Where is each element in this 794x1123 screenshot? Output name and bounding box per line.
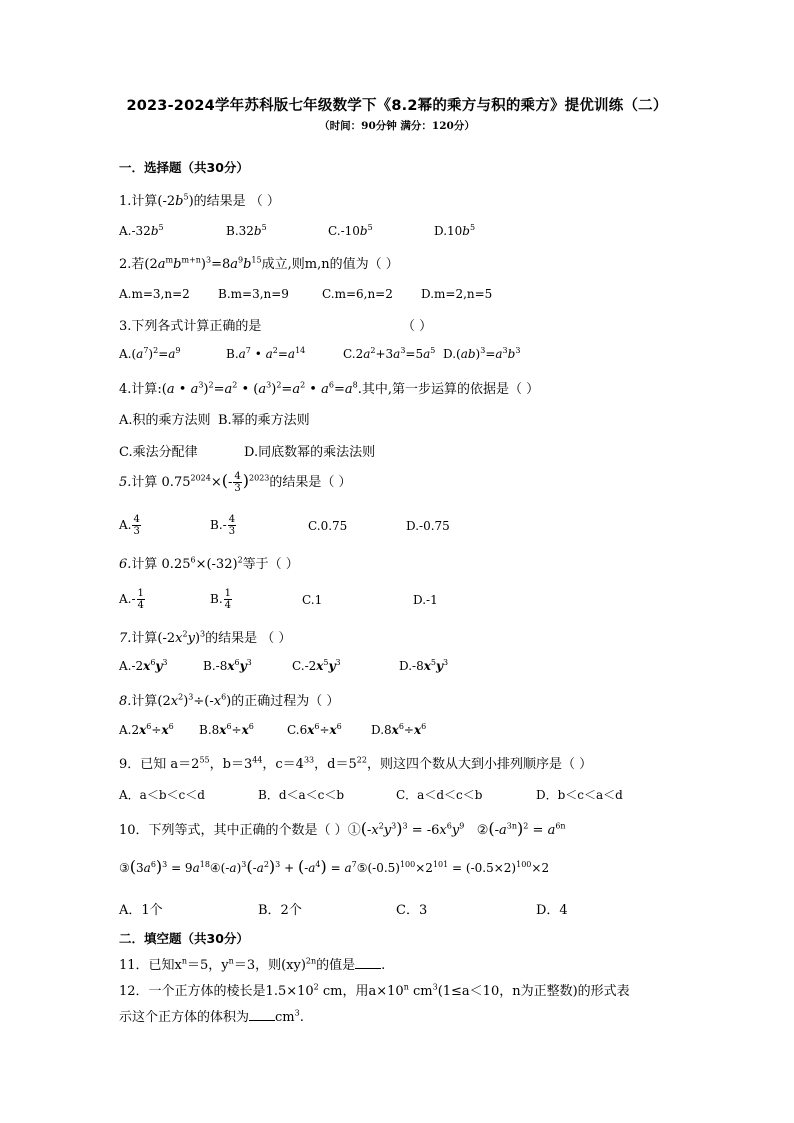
question-6: 6.计算 $0.25^6\times(-32)^2$等于（ ） xyxy=(119,555,299,572)
q8-option-d: $D.8x^6\div x^6$ xyxy=(371,722,427,737)
q5-option-b: B.- $\frac{4}{3}$ xyxy=(210,514,236,537)
question-5: 5.计算 $0.75^{2024}\times(-$ $\frac{4}{3}$ )$^{2023}$的结果是（ ） xyxy=(119,471,352,494)
question-10: 10．下列等式，其中正确的个数是（ ）$①(-x^2y^3)^3 = -6x^6y^9$ $②(-a^{3n})^2 = a^{6n}$ xyxy=(119,819,566,838)
q5-option-c: C.0.75 xyxy=(308,519,348,533)
question-8: 8.计算$(2x^2)^3\div(-x^6)$的正确过程为（ ） xyxy=(119,692,340,709)
q10-option-c: C．3 xyxy=(396,903,428,918)
q3-option-b: $B.a^7$ • $a^2=a^{14}$ xyxy=(226,346,306,361)
q7-option-c: $C.-2x^5y^3$ xyxy=(292,658,341,673)
page-subtitle: （时间：90分钟 满分：120分） xyxy=(319,120,475,132)
q9-option-d: D．b＜c＜a＜d xyxy=(536,788,623,802)
q4-option-d: D.同底数幂的乘法法则 xyxy=(244,445,376,460)
q6-option-c: C.1 xyxy=(302,593,323,607)
question-3: 3.下列各式计算正确的是 xyxy=(119,319,262,334)
q2-option-a: A.m=3,n=2 xyxy=(119,287,190,301)
q5-option-a: A. $\frac{4}{3}$ xyxy=(119,514,140,537)
q3-option-a: $A.(a^7)^2=a^9$ xyxy=(119,346,181,361)
q1-option-a: $A.-32b^5$ xyxy=(119,223,164,238)
question-7: 7.计算$(-2x^2y)^3$的结果是 （ ） xyxy=(119,629,292,646)
q10-option-b: B．2个 xyxy=(258,903,302,918)
q5-option-d: D.-0.75 xyxy=(406,519,450,533)
question-12-line-2: 示这个正方体的体积为 $cm^3$. xyxy=(119,1008,304,1025)
q1-option-b: $B.32b^5$ xyxy=(226,223,267,238)
q4-option-c: C.乘法分配律 xyxy=(119,445,198,460)
question-9: 9．已知 $a=2^{55}$，$b=3^{44}$，$c=4^{33}$，$d=5^{22}$，则这四个数从大到小排列顺序是（ ） xyxy=(119,755,593,772)
q9-option-c: C．a＜d＜c＜b xyxy=(396,788,483,802)
q2-option-b: B.m=3,n=9 xyxy=(218,287,289,301)
q6-option-d: D.-1 xyxy=(413,593,438,607)
question-3-paren: （ ） xyxy=(402,319,433,334)
q7-option-a: $A.-2x^6y^3$ xyxy=(119,658,168,673)
q8-option-a: $A.2x^6\div x^6$ xyxy=(119,722,174,737)
section-fill-heading: 二．填空题（共30分） xyxy=(119,931,249,946)
q8-option-b: $B.8x^6\div x^6$ xyxy=(199,722,254,737)
q4-option-b: B.幂的乘方法则 xyxy=(218,413,310,428)
q1-option-c: $C.-10b^5$ xyxy=(328,223,373,238)
q3-option-d: $D.(ab)^3=a^3b^3$ xyxy=(443,346,521,361)
question-1: 1.计算$(-2b^5)$的结果是 （ ） xyxy=(119,192,280,209)
q4-option-a: A.积的乘方法则 xyxy=(119,413,211,428)
q2-option-d: D.m=2,n=5 xyxy=(421,287,493,301)
q10-option-d: D．4 xyxy=(536,903,568,918)
q9-option-a: A．a＜b＜c＜d xyxy=(119,788,205,802)
page-title: 2023-2024学年苏科版七年级数学下《8.2幂的乘方与积的乘方》提优训练（二） xyxy=(126,98,668,114)
q1-option-d: $D.10b^5$ xyxy=(434,223,476,238)
q2-option-c: C.m=6,n=2 xyxy=(322,287,393,301)
q6-option-a: A.- $\frac{1}{4}$ xyxy=(119,588,144,611)
q3-option-c: $C.2a^2+3a^3=5a^5$ xyxy=(343,346,436,361)
q7-option-d: $D.-8x^5y^3$ xyxy=(399,658,449,673)
q9-option-b: B．d＜a＜c＜b xyxy=(258,788,345,802)
question-11: 11．已知$x^n=5$，$y^n=3$，则(xy)$^{2n}$的值是 . xyxy=(119,956,386,973)
q6-option-b: B. $\frac{1}{4}$ xyxy=(210,588,232,611)
question-4: 4.计算:(a • $a^3)^2=a^2$ • $(a^3)^2=a^2$ • $a^6=a^8$.其中,第一步运算的依据是（ ） xyxy=(119,380,540,397)
question-10-items: $③(3a^6)^3$ = $9a^{18}④(-a)^3(-a^2)^3 + (-a^4)$ = $a^7⑤(-0.5)^{100}\times 2^{101} = (-0.5\times 2)^{100}\times 2$ xyxy=(119,857,550,876)
q8-option-c: $C.6x^6\div x^6$ xyxy=(287,722,342,737)
section-choice-heading: 一．选择题（共30分） xyxy=(119,160,249,175)
q12-answer-blank[interactable] xyxy=(249,1008,275,1021)
q10-option-a: A．1个 xyxy=(119,903,163,918)
q11-answer-blank[interactable] xyxy=(355,956,381,969)
question-12-line-1: 12．一个正方体的棱长是$1.5\times 10^2$ cm，用$a\times 10^n$ $cm^3(1\le a<10$，n为正整数)的形式表 xyxy=(119,982,630,999)
question-2: 2.若$(2a^mb^{m+n})^3=8a^9b^{15}$成立,则m,n的值为（ ） xyxy=(119,255,399,272)
q7-option-b: $B.-8x^6y^3$ xyxy=(203,658,252,673)
